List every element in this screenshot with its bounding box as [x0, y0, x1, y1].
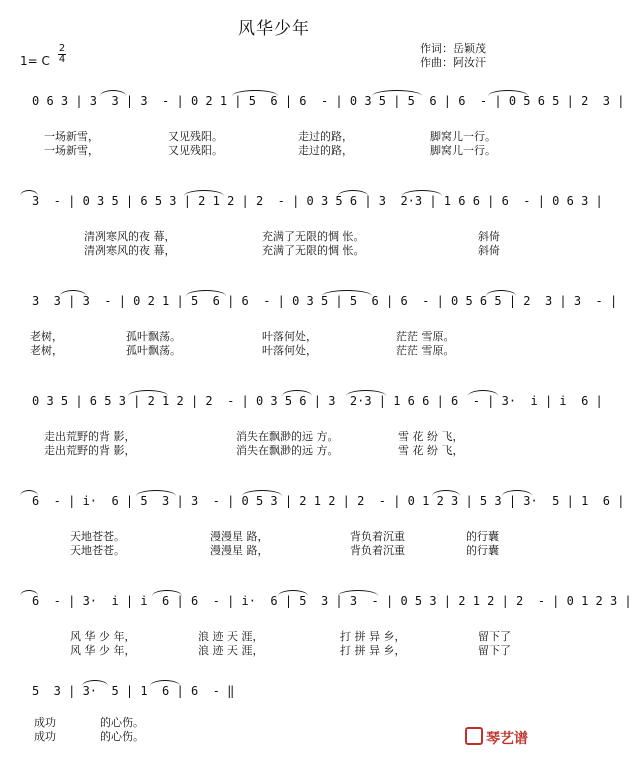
- key-signature: 1= C: [20, 54, 50, 68]
- lyric-line-1a: 天地苍苍。: [70, 530, 125, 543]
- lyric-line-2d: 的行囊: [466, 544, 499, 557]
- lyric-line-2a: 成功: [34, 730, 56, 743]
- lyric-line-2b: 孤叶飘荡。: [126, 344, 181, 357]
- lyric-line-2b: 漫漫星 路，: [210, 544, 269, 557]
- lyric-line-1b: 浪 迹 天 涯，: [198, 630, 264, 643]
- notes-line: 5 3 | 3· 5 | 1 6 | 6 - ‖: [32, 684, 235, 698]
- lyricist: 作词：岳颖茂: [420, 42, 486, 55]
- notes-line: 6 - | 3· i | i 6 | 6 - | i· 6 | 5 3 | 3 - | 0 5 3 | 2 1 2 | 2 - | 0 1 2 3 |: [32, 594, 632, 608]
- lyric-line-2a: 清冽寒风的夜 幕，: [84, 244, 176, 257]
- site-logo: [465, 727, 528, 748]
- lyric-line-1d: 茫茫 雪原。: [396, 330, 455, 343]
- lyric-line-1a: 风 华 少 年，: [70, 630, 136, 643]
- lyric-line-2d: 脚窝儿一行。: [430, 144, 496, 157]
- lyric-line-2a: 老树，: [30, 344, 63, 357]
- lyric-line-1b: 漫漫星 路，: [210, 530, 269, 543]
- song-title: 风华少年: [238, 19, 310, 39]
- lyric-line-1d: 留下了: [478, 630, 511, 643]
- lyric-line-1c: 叶落何处，: [262, 330, 317, 343]
- lyric-line-2c: 打 拼 异 乡，: [340, 644, 406, 657]
- lyric-line-1a: 一场新雪，: [44, 130, 99, 143]
- lyric-line-2a: 走出荒野的背 影，: [44, 444, 136, 457]
- lyric-line-1b: 又见残阳。: [168, 130, 223, 143]
- lyric-line-2a: 天地苍苍。: [70, 544, 125, 557]
- composer: 作曲：阿汝汗: [420, 56, 486, 69]
- notes-line: 0 3 5 | 6 5 3 | 2 1 2 | 2 - | 0 3 5 6 | 3 2·3 | 1 6 6 | 6 - | 3· i | i 6 |: [32, 394, 603, 408]
- lyric-line-1c: 打 拼 异 乡，: [340, 630, 406, 643]
- lyric-line-1c: 斜倚: [478, 230, 500, 243]
- lyric-line-1b: 消失在飘渺的远 方。: [236, 430, 339, 443]
- notes-line: 3 3 | 3 - | 0 2 1 | 5 6 | 6 - | 0 3 5 | 5 6 | 6 - | 0 5 6 5 | 2 3 | 3 - |: [32, 294, 618, 308]
- lyric-line-2b: 充满了无限的惆 怅。: [262, 244, 365, 257]
- lyric-line-2c: 走过的路，: [298, 144, 353, 157]
- lyric-line-1c: 雪 花 纷 飞，: [398, 430, 464, 443]
- lyric-line-1b: 的心伤。: [100, 716, 144, 729]
- lyric-line-2c: 斜倚: [478, 244, 500, 257]
- lyric-line-1a: 成功: [34, 716, 56, 729]
- lyric-line-2c: 雪 花 纷 飞，: [398, 444, 464, 457]
- notes-line: 6 - | i· 6 | 5 3 | 3 - | 0 5 3 | 2 1 2 | 2 - | 0 1 2 3 | 5 3 | 3· 5 | 1 6 |: [32, 494, 625, 508]
- lyric-line-2b: 浪 迹 天 涯，: [198, 644, 264, 657]
- lyric-line-1a: 走出荒野的背 影，: [44, 430, 136, 443]
- lyric-line-1a: 老树，: [30, 330, 63, 343]
- notes-line: 0 6 3 | 3 3 | 3 - | 0 2 1 | 5 6 | 6 - | 0 3 5 | 5 6 | 6 - | 0 5 6 5 | 2 3 |: [32, 94, 625, 108]
- lyric-line-1c: 走过的路，: [298, 130, 353, 143]
- lyric-line-2c: 背负着沉重: [350, 544, 405, 557]
- lyric-line-1d: 的行囊: [466, 530, 499, 543]
- lyric-line-1c: 背负着沉重: [350, 530, 405, 543]
- meter-bottom: 4: [58, 54, 66, 65]
- lyric-line-2d: 留下了: [478, 644, 511, 657]
- lyric-line-2b: 消失在飘渺的远 方。: [236, 444, 339, 457]
- lyric-line-2d: 茫茫 雪原。: [396, 344, 455, 357]
- lyric-line-1a: 清冽寒风的夜 幕，: [84, 230, 176, 243]
- credits: [420, 42, 486, 70]
- lyric-line-1d: 脚窝儿一行。: [430, 130, 496, 143]
- meter-top: 2: [58, 43, 66, 54]
- time-signature: [58, 44, 66, 65]
- notes-line: 3 - | 0 3 5 | 6 5 3 | 2 1 2 | 2 - | 0 3 5 6 | 3 2·3 | 1 6 6 | 6 - | 0 6 3 |: [32, 194, 603, 208]
- lyric-line-2b: 又见残阳。: [168, 144, 223, 157]
- lyric-line-1b: 充满了无限的惆 怅。: [262, 230, 365, 243]
- lyric-line-2c: 叶落何处，: [262, 344, 317, 357]
- lyric-line-2a: 一场新雪，: [44, 144, 99, 157]
- logo-icon: [465, 727, 483, 745]
- lyric-line-1b: 孤叶飘荡。: [126, 330, 181, 343]
- lyric-line-2a: 风 华 少 年，: [70, 644, 136, 657]
- logo-text: 琴艺谱: [486, 731, 528, 747]
- lyric-line-2b: 的心伤。: [100, 730, 144, 743]
